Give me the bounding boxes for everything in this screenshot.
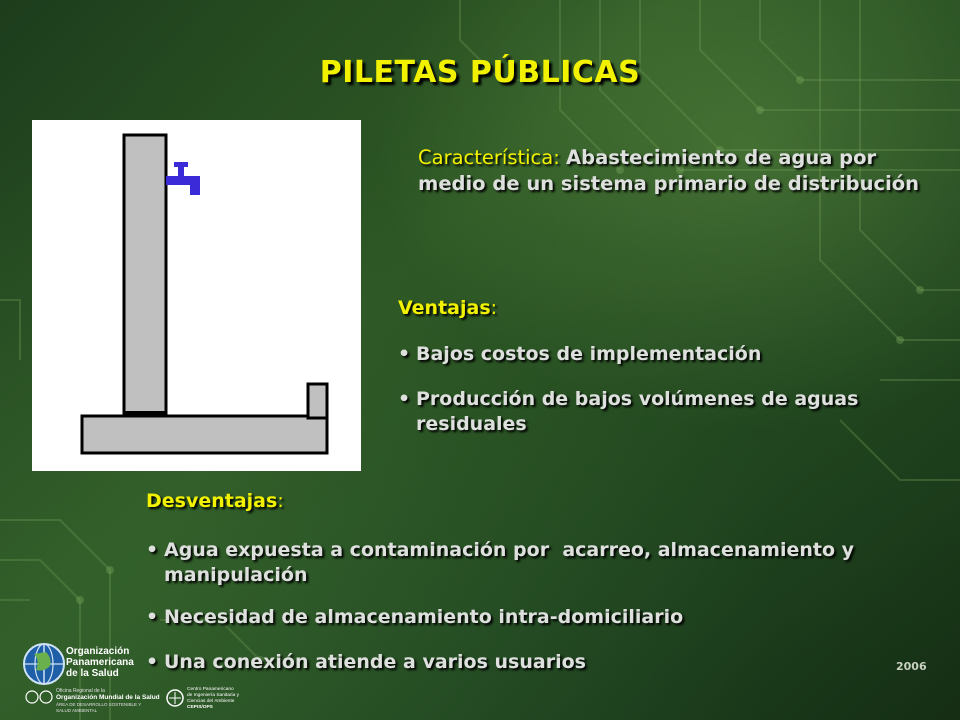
- paho-name-line2: Panamericana: [66, 657, 134, 668]
- characteristic-label: Característica: [418, 146, 554, 169]
- standpipe-base: [82, 416, 327, 453]
- advantage-text: Producción de bajos volúmenes de aguas residuales: [416, 388, 859, 435]
- area-line1-text: ÁREA DE DESARROLLO SOSTENIBLE Y: [56, 702, 142, 707]
- footer-logos: [20, 640, 260, 715]
- cepis-line1-text: Centro Panamericano: [187, 687, 234, 692]
- cepis-line2-text: de Ingeniería Sanitaria y: [187, 693, 239, 698]
- faucet-icon: [166, 162, 200, 195]
- disadvantage-text: Una conexión atiende a varios usuarios: [164, 651, 586, 673]
- disadvantages-heading: Desventajas:: [146, 490, 284, 512]
- cepis-logo-icon: [167, 690, 183, 706]
- who-emblem-icon: [26, 691, 38, 703]
- paho-name-line3: de la Salud: [66, 668, 119, 679]
- advantages-label: Ventajas: [398, 297, 491, 319]
- who-small-text: Oficina Regional de la: [56, 688, 105, 694]
- disadvantage-item: • Necesidad de almacenamiento intra-domiciliario: [146, 606, 684, 628]
- advantage-item: • Bajos costos de implementación: [398, 343, 762, 365]
- year-label: 2006: [896, 660, 927, 673]
- un-emblem-icon: [40, 691, 52, 703]
- area-line2-text: SALUD AMBIENTAL: [56, 708, 98, 713]
- characteristic-block: Característica: Abastecimiento de agua por medio de un sistema primario de distribución: [418, 146, 920, 195]
- standpipe-illustration: [32, 120, 361, 471]
- basin-rim: [308, 384, 327, 418]
- characteristic-text: Abastecimiento de agua por medio de un sistema primario de distribución: [418, 146, 920, 195]
- advantages-heading: Ventajas:: [398, 297, 498, 319]
- standpipe-column: [124, 135, 166, 413]
- paho-name-line1: Organización: [66, 646, 130, 657]
- who-name-text: Organización Mundial de la Salud: [56, 694, 160, 701]
- slide-title: PILETAS PÚBLICAS: [319, 55, 641, 90]
- disadvantage-item: • Agua expuesta a contaminación por acarreo, almacenamiento y manipulación: [146, 538, 936, 588]
- paho-globe-icon: [24, 644, 64, 684]
- cepis-line4-text: CEPIS/OPS: [187, 705, 213, 710]
- disadvantage-item: • Una conexión atiende a varios usuarios: [146, 651, 586, 673]
- disadvantage-text: Necesidad de almacenamiento intra-domiciliario: [164, 606, 684, 628]
- disadvantage-text: Agua expuesta a contaminación por acarreo, almacenamiento y manipulación: [164, 539, 861, 586]
- disadvantages-label: Desventajas: [146, 490, 278, 512]
- cepis-line3-text: Ciencias del Ambiente: [187, 699, 235, 704]
- advantage-text: Bajos costos de implementación: [416, 343, 762, 365]
- advantage-item: • Producción de bajos volúmenes de aguas residuales: [398, 387, 868, 437]
